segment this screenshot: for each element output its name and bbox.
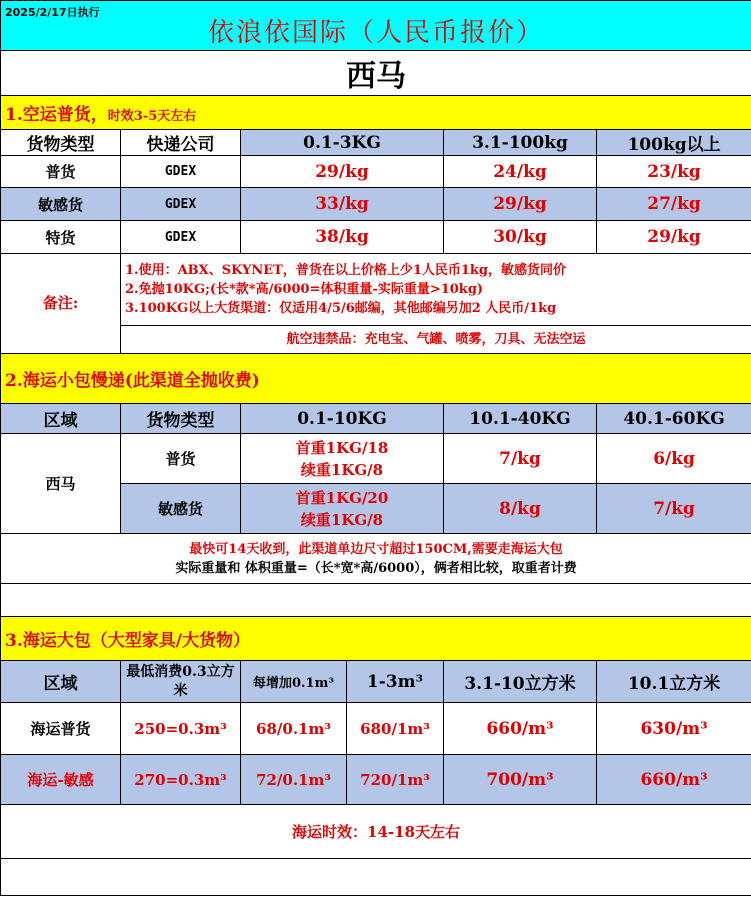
sea-small-region: 西马 [1,434,121,534]
remark-item: 2.免抛10KG;(长*款*高/6000=体积重量-实际重量>10kg) [125,282,484,297]
extra-weight-price: 续重1KG/8 [300,460,384,479]
table-row [1,434,751,484]
air-row-type: 普货 [1,156,121,188]
remark-item: 3.100KG以上大货渠道：仅适用4/5/6邮编，其他邮编另加2 人民币/1kg [125,301,557,316]
sea-large-header-range1: 1-3m³ [347,661,444,703]
sea-large-row-price: 720/1m³ [347,755,444,805]
sea-large-header-increment: 每增加0.1m³ [241,661,347,703]
sea-large-row-price: 660/m³ [597,755,751,805]
sea-small-header-region: 区域 [1,404,121,434]
air-header-range1: 0.1-3KG [241,130,444,156]
extra-weight-price: 续重1KG/8 [300,510,384,529]
air-header-range3: 100kg以上 [597,130,751,156]
spacer-row [1,859,751,896]
air-row-type: 特货 [1,221,121,254]
sea-small-row-price: 8/kg [444,484,597,534]
sea-large-header-range2: 3.1-10立方米 [444,661,597,703]
table-row [1,703,751,755]
sea-large-row-region: 海运普货 [1,703,121,755]
air-row-price: 38/kg [241,221,444,254]
air-row-price: 29/kg [241,156,444,188]
section-sea-large-title: 3.海运大包（大型家具/大货物） [1,617,751,661]
air-header-range2: 3.1-100kg [444,130,597,156]
sea-large-row-price: 700/m³ [444,755,597,805]
sea-large-header-min: 最低消费0.3立方米 [121,661,241,703]
title-bar [1,1,751,51]
air-header-type: 货物类型 [1,130,121,156]
table-row [1,221,751,254]
sea-small-row-type: 敏感货 [121,484,241,534]
table-row [1,755,751,805]
prohibited-items: 航空违禁品：充电宝、气罐、喷雾，刀具、无法空运 [121,326,751,354]
air-row-price: 27/kg [597,188,751,221]
section-sea-small-title: 2.海运小包慢递(此渠道全抛收费) [1,354,751,404]
section-air-label: 1.空运普货， [5,105,108,125]
sea-small-header-type: 货物类型 [121,404,241,434]
sea-small-row-price: 6/kg [597,434,751,484]
air-row-price: 24/kg [444,156,597,188]
sea-small-note-fastest: 最快可14天收到，此渠道单边尺寸超过150CM,需要走海运大包 [189,541,563,557]
sea-small-notes [1,534,751,584]
sea-large-row-price: 660/m³ [444,703,597,755]
air-row-type: 敏感货 [1,188,121,221]
sea-large-transit: 海运时效：14-18天左右 [1,805,751,859]
sea-small-header-range2: 10.1-40KG [444,404,597,434]
remarks-label: 备注: [1,254,121,354]
air-row-company: GDEX [121,188,241,221]
table-row [1,156,751,188]
sea-large-row-region: 海运-敏感 [1,755,121,805]
air-row-company: GDEX [121,156,241,188]
air-row-price: 33/kg [241,188,444,221]
sea-large-row-price: 250=0.3m³ [121,703,241,755]
spacer-row [1,584,751,617]
remarks-list [121,254,751,326]
sea-small-row-type: 普货 [121,434,241,484]
first-weight-price: 首重1KG/20 [295,488,389,507]
sea-large-header-region: 区域 [1,661,121,703]
air-header-company: 快递公司 [121,130,241,156]
sea-large-row-price: 680/1m³ [347,703,444,755]
country-title: 西马 [1,51,751,96]
sea-large-row-price: 72/0.1m³ [241,755,347,805]
air-row-price: 30/kg [444,221,597,254]
sea-small-row-price [241,434,444,484]
air-row-price: 23/kg [597,156,751,188]
sea-large-row-price: 68/0.1m³ [241,703,347,755]
sea-large-row-price: 270=0.3m³ [121,755,241,805]
section-air-transit: 时效3-5天左右 [107,109,197,124]
section-air-title [1,96,751,130]
air-row-price: 29/kg [597,221,751,254]
page-title: 依浪依国际（人民币报价） [208,18,545,48]
sea-small-note-weight: 实际重量和 体积重量=（长*宽*高/6000），俩者相比较，取重者计费 [175,560,577,576]
sea-large-row-price: 630/m³ [597,703,751,755]
first-weight-price: 首重1KG/18 [295,438,389,457]
remark-item: 1.使用：ABX、SKYNET，普货在以上价格上少1人民币1kg，敏感货同价 [125,263,567,278]
sea-large-header-range3: 10.1立方米 [597,661,751,703]
sea-small-row-price [241,484,444,534]
sea-small-row-price: 7/kg [444,434,597,484]
air-row-price: 29/kg [444,188,597,221]
air-row-company: GDEX [121,221,241,254]
sea-small-header-range1: 0.1-10KG [241,404,444,434]
sea-small-row-price: 7/kg [597,484,751,534]
effective-date: 2025/2/17日执行 [5,6,100,19]
table-row [1,188,751,221]
sea-small-header-range3: 40.1-60KG [597,404,751,434]
